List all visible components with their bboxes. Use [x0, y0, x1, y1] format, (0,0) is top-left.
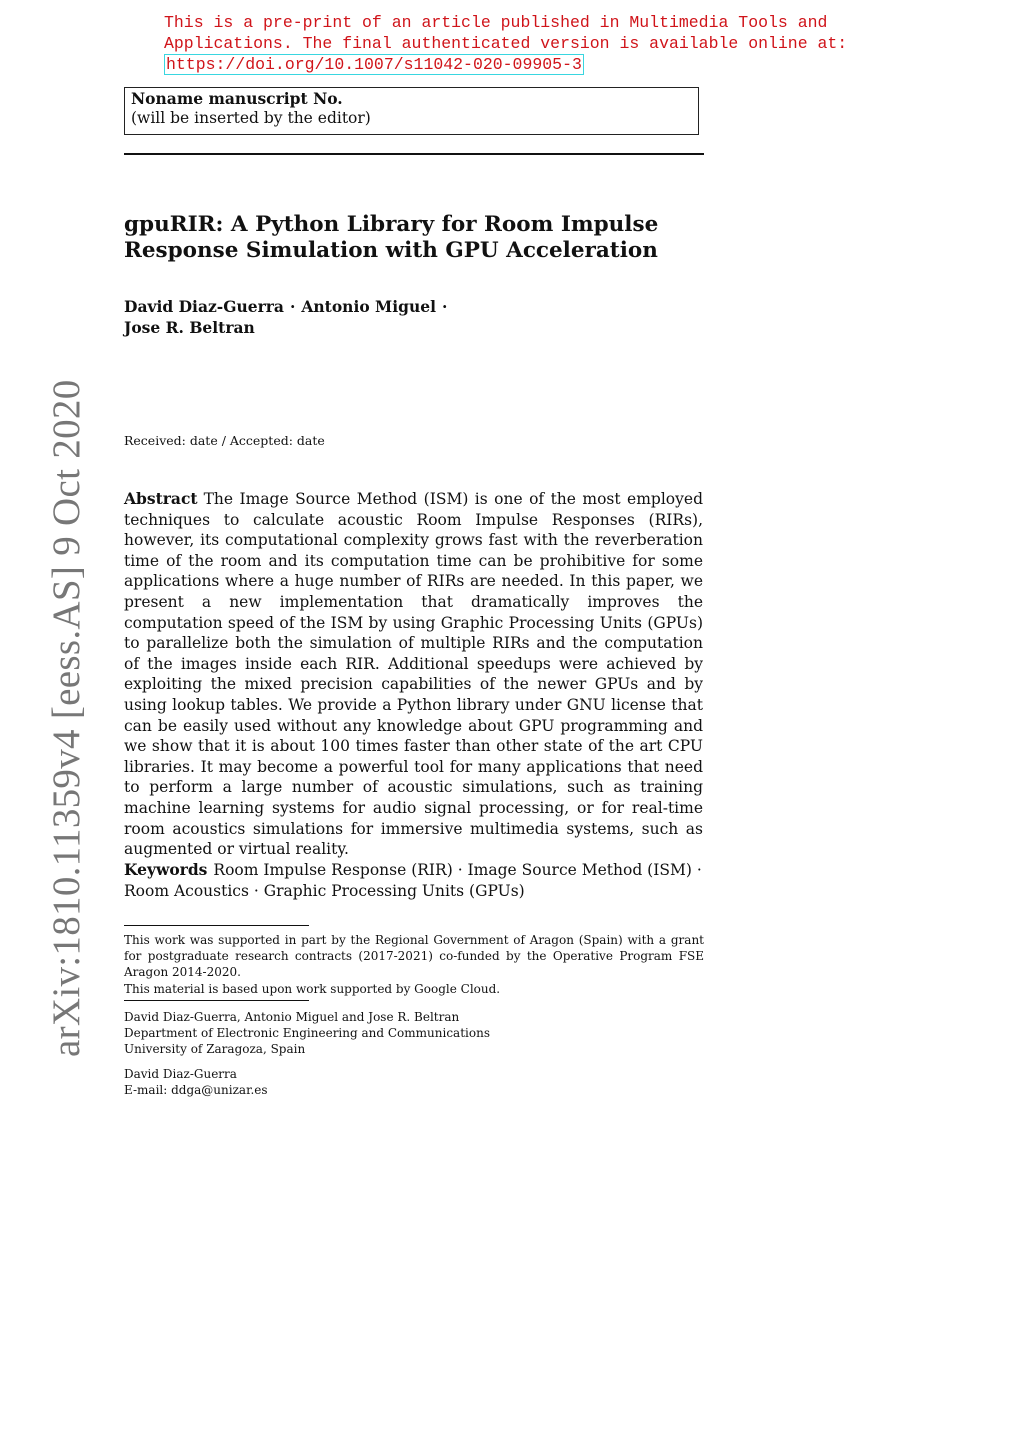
author-name: David Diaz-Guerra: [124, 297, 284, 316]
abstract-heading: Abstract: [124, 489, 198, 508]
keywords-heading: Keywords: [124, 860, 208, 879]
preprint-notice: [164, 12, 864, 75]
contact-block: [124, 1066, 704, 1098]
paper-title: gpuRIR: A Python Library for Room Impulse Response Simulation with GPU Acceleration: [124, 212, 659, 263]
affiliation-block: [124, 1009, 704, 1058]
affiliation-university: University of Zaragoza, Spain: [124, 1042, 306, 1057]
author-list: [124, 296, 704, 338]
manuscript-number-label: Noname manuscript No.: [131, 89, 343, 108]
abstract: [124, 489, 703, 860]
received-date: Received: date / Accepted: date: [124, 433, 325, 448]
author-separator: ·: [289, 297, 296, 316]
cloud-footnote: This material is based upon work supported by Google Cloud.: [124, 982, 501, 996]
header-rule: [124, 153, 704, 155]
affiliation-rule: [124, 1000, 309, 1001]
keywords-text: Room Impulse Response (RIR) · Image Source Method (ISM) · Room Acoustics · Graphic Processing Units (GPUs): [124, 861, 702, 900]
author-name: Jose R. Beltran: [124, 318, 255, 337]
funding-footnote: This work was supported in part by the Regional Government of Aragon (Spain) with a grant for postgraduate research contracts (2017-2021) co-funded by the Operative Program FSE Aragon 2014-2020.: [124, 933, 704, 980]
contact-email: E-mail: ddga@unizar.es: [124, 1083, 268, 1098]
author-separator: ·: [441, 297, 448, 316]
contact-name: David Diaz-Guerra: [124, 1067, 237, 1081]
affiliation-names: David Diaz-Guerra, Antonio Miguel and Jose R. Beltran: [124, 1010, 460, 1024]
abstract-text: The Image Source Method (ISM) is one of the most employed techniques to calculate acoustic Room Impulse Responses (RIRs), however, its computational complexity grows fast with the reverberation time of the room and its computation time can be prohibitive for some applications where a huge number of RIRs are needed. In this paper, we present a new implementation that dramatically improves the computation speed of the ISM by using Graphic Processing Units (GPUs) to parallelize both the simulation of multiple RIRs and the computation of the images inside each RIR. Additional speedups were achieved by exploiting the mixed precision capabilities of the newer GPUs and by using lookup tables. We provide a Python library under GNU license that can be easily used without any knowledge about GPU programming and we show that it is about 100 times faster than other state of the art CPU libraries. It may become a powerful tool for many applications that need to perform a large number of acoustic simulations, such as training machine learning systems for audio signal processing, or for real-time room acoustics simulations for immersive multimedia systems, such as augmented or virtual reality.: [124, 490, 703, 859]
manuscript-box: [124, 87, 699, 135]
preprint-line-2: Applications. The final authenticated version is available online at:: [164, 34, 848, 53]
manuscript-editor-note: (will be inserted by the editor): [131, 108, 371, 127]
footnote-rule: [124, 925, 309, 926]
arxiv-stamp: arXiv:1810.11359v4 [eess.AS] 9 Oct 2020: [45, 379, 88, 1057]
author-name: Antonio Miguel: [301, 297, 436, 316]
doi-link[interactable]: https://doi.org/10.1007/s11042-020-09905-3: [166, 55, 582, 74]
affiliation-department: Department of Electronic Engineering and Communications: [124, 1026, 490, 1041]
keywords: [124, 860, 703, 901]
preprint-line-1: This is a pre-print of an article published in Multimedia Tools and: [164, 13, 828, 32]
